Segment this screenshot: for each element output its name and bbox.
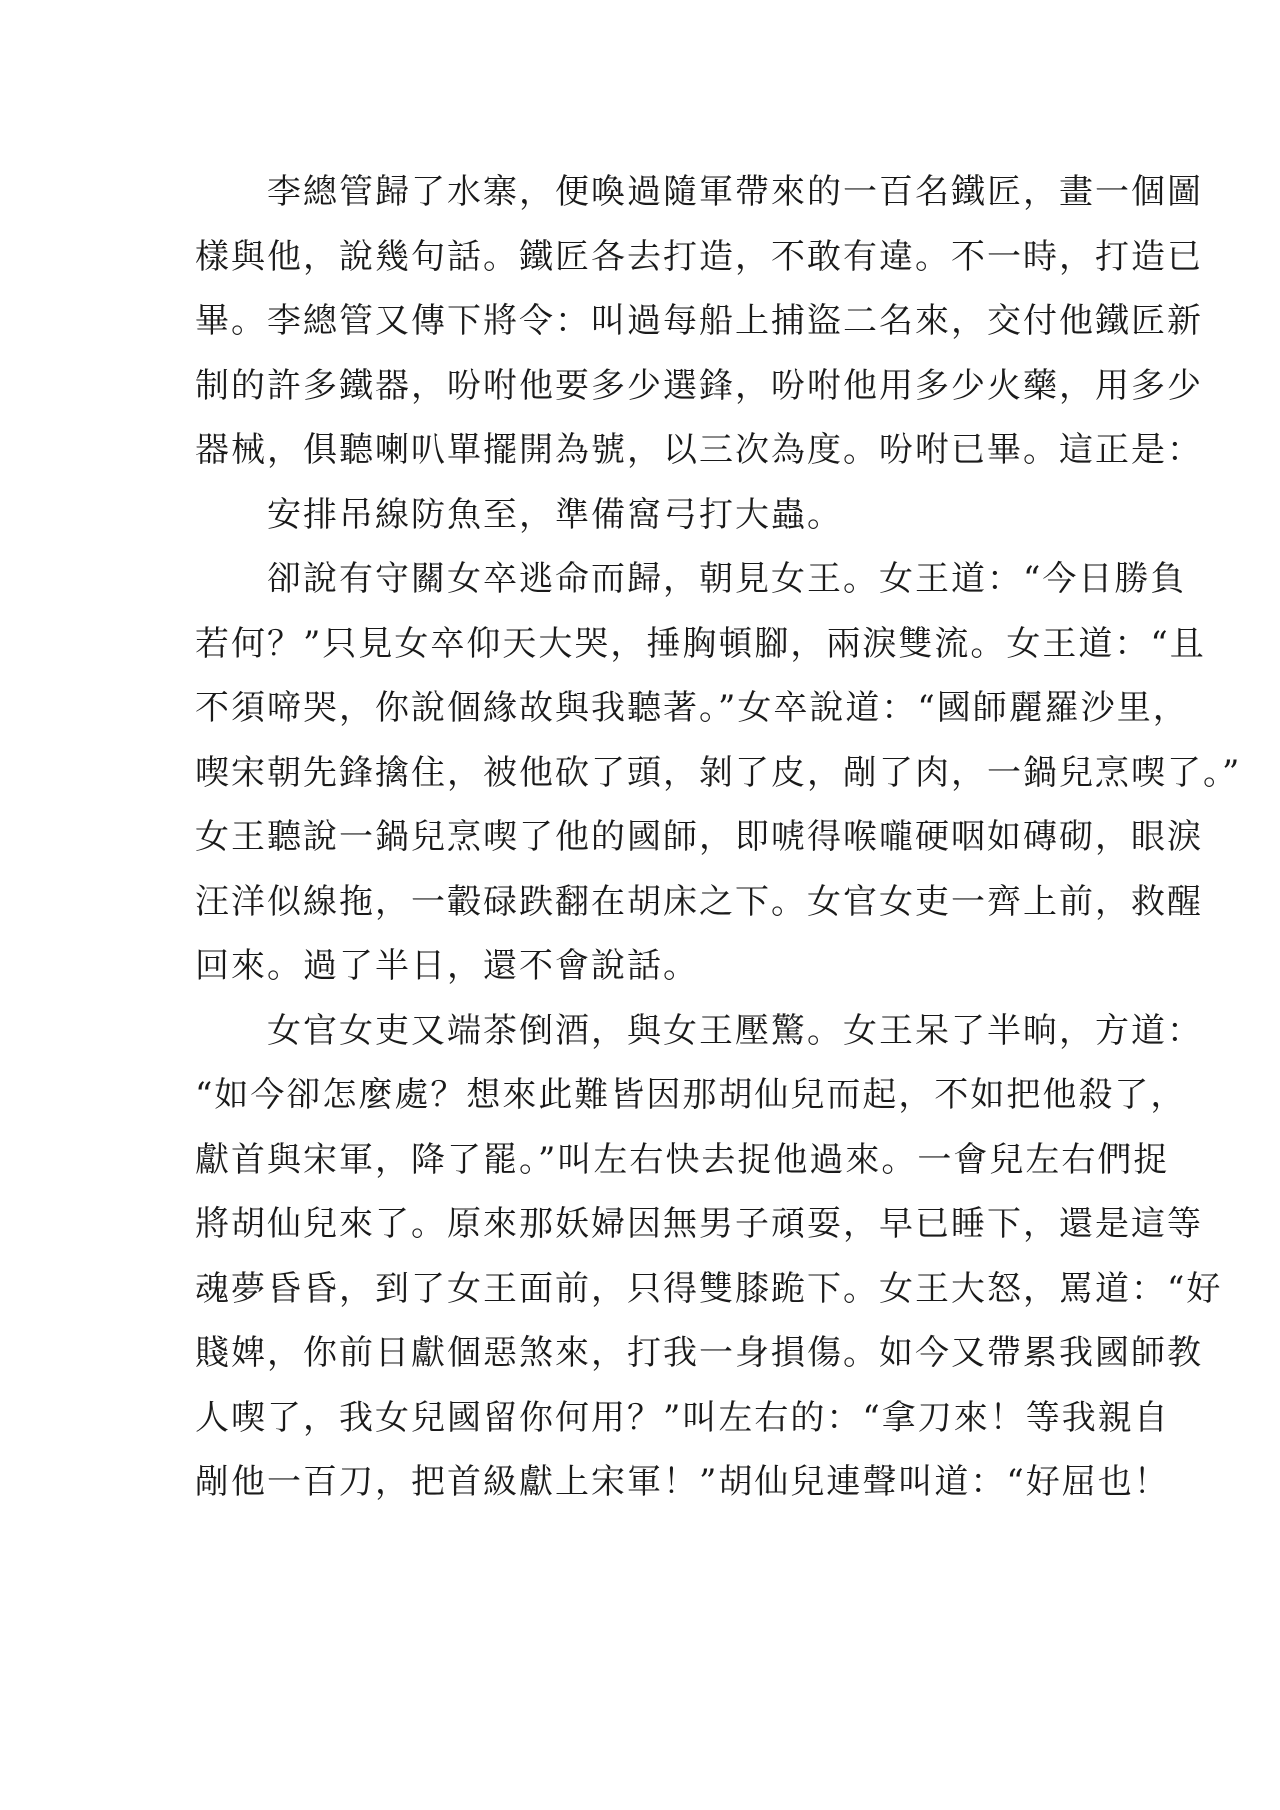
- text-line: 女王聽說一鍋兒烹喫了他的國師，即唬得喉嚨硬咽如磚砌，眼淚: [195, 817, 1203, 857]
- text-line: 汪洋似線拖，一轂碌跌翻在胡床之下。女官女吏一齊上前，救醒: [195, 881, 1203, 922]
- text-line: 畢。李總管又傳下將令：叫過每船上捕盜二名來，交付他鐵匠新: [195, 301, 1203, 341]
- text-line: 將胡仙兒來了。原來那妖婦因無男子頑耍，早已睡下，還是這等: [195, 1204, 1203, 1244]
- text-line: 喫宋朝先鋒擒住，被他砍了頭，剝了皮，剮了肉，一鍋兒烹喫了。”: [195, 752, 1242, 793]
- text-line: 女官女吏又端茶倒酒，與女王壓驚。女王呆了半晌，方道：: [195, 1010, 1203, 1051]
- text-line: 獻首與宋軍，降了罷。”叫左右快去捉他過來。一會兒左右們捉: [195, 1139, 1170, 1180]
- text-line: 魂夢昏昏，到了女王面前，只得雙膝跪下。女王大怒，罵道：“好: [195, 1268, 1223, 1309]
- text-line: 卻說有守關女卒逃命而歸，朝見女王。女王道：“今日勝負: [195, 559, 1187, 599]
- text-line: 剮他一百刀，把首級獻上宋軍！”胡仙兒連聲叫道：“好屈也！: [195, 1462, 1170, 1502]
- text-line: 李總管歸了水寨，便喚過隨軍帶來的一百名鐵匠，畫一個圖: [195, 172, 1203, 212]
- text-line: 若何？”只見女卒仰天大哭，捶胸頓腳，兩淚雙流。女王道：“且: [195, 623, 1206, 664]
- text-line: 器械，俱聽喇叭單擺開為號，以三次為度。吩咐已畢。這正是：: [195, 430, 1203, 470]
- text-line: 安排吊線防魚至，準備窩弓打大蟲。: [195, 494, 843, 535]
- text-line: 回來。過了半日，還不會說話。: [195, 946, 699, 986]
- body-text: [195, 160, 1242, 1515]
- text-line: 不須啼哭，你說個緣故與我聽著。”女卒說道：“國師麗羅沙里，: [195, 688, 1189, 728]
- text-line: 賤婢，你前日獻個惡煞來，打我一身損傷。如今又帶累我國師教: [195, 1333, 1203, 1373]
- text-line: 樣與他，說幾句話。鐵匠各去打造，不敢有違。不一時，打造已: [195, 236, 1203, 277]
- text-line: 制的許多鐵器，吩咐他要多少選鋒，吩咐他用多少火藥，用多少: [195, 365, 1203, 406]
- text-line: 人喫了，我女兒國留你何用？”叫左右的：“拿刀來！等我親自: [195, 1397, 1170, 1438]
- text-line: “如今卻怎麼處？想來此難皆因那胡仙兒而起，不如把他殺了，: [195, 1075, 1187, 1115]
